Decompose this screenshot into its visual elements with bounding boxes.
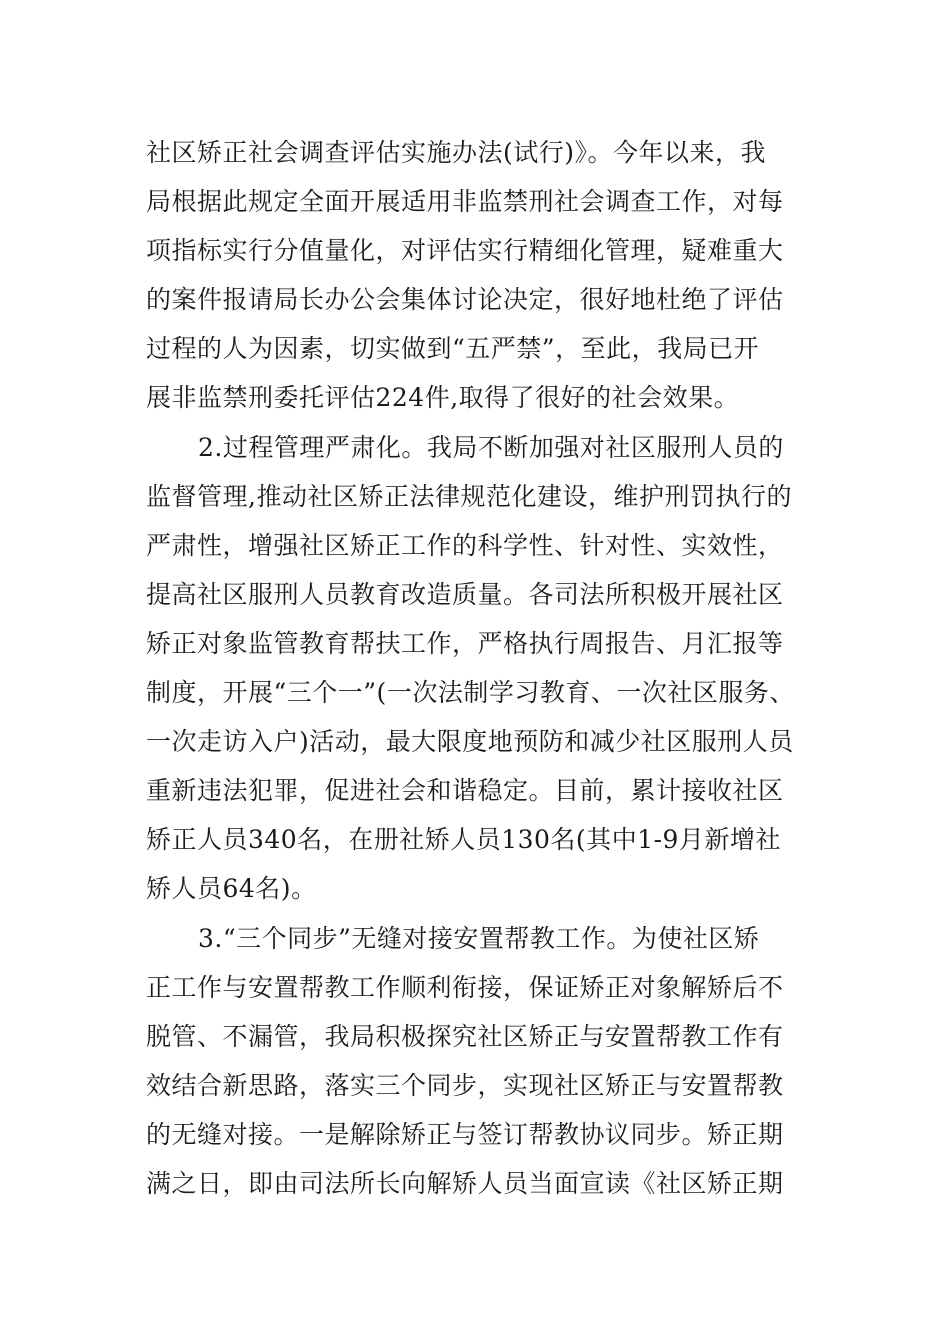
document-body [146, 128, 836, 1208]
text-line: 脱管、不漏管，我局积极探究社区矫正与安置帮教工作有 [146, 1021, 784, 1051]
text-line: 展非监禁刑委托评估224件,取得了很好的社会效果。 [146, 383, 740, 413]
text-line: 重新违法犯罪，促进社会和谐稳定。目前，累计接收社区 [146, 776, 784, 806]
text-line: 矫人员64名)。 [146, 874, 317, 904]
text-line: 项指标实行分值量化，对评估实行精细化管理，疑难重大 [146, 236, 784, 266]
paragraph-first-line: 2.过程管理严肃化。我局不断加强对社区服刑人员的 [198, 432, 784, 462]
paragraph-first-line: 3.“三个同步”无缝对接安置帮教工作。为使社区矫 [198, 923, 760, 953]
text-line: 制度，开展“三个一”(一次法制学习教育、一次社区服务、 [146, 678, 795, 708]
text-line: 矫正对象监管教育帮扶工作，严格执行周报告、月汇报等 [146, 628, 784, 658]
text-line: 矫正人员340名，在册社矫人员130名(其中1-9月新增社 [146, 825, 781, 855]
text-line: 的无缝对接。一是解除矫正与签订帮教协议同步。矫正期 [146, 1119, 784, 1149]
text-line: 满之日，即由司法所长向解矫人员当面宣读《社区矫正期 [146, 1168, 784, 1198]
text-line: 监督管理,推动社区矫正法律规范化建设，维护刑罚执行的 [146, 481, 792, 511]
text-line: 的案件报请局长办公会集体讨论决定，很好地杜绝了评估 [146, 285, 784, 315]
text-line: 过程的人为因素，切实做到“五严禁”，至此，我局已开 [146, 334, 760, 364]
text-line: 正工作与安置帮教工作顺利衔接，保证矫正对象解矫后不 [146, 972, 784, 1002]
text-line: 局根据此规定全面开展适用非监禁刑社会调查工作，对每 [146, 187, 784, 217]
text-line: 提高社区服刑人员教育改造质量。各司法所积极开展社区 [146, 579, 784, 609]
text-line: 严肃性，增强社区矫正工作的科学性、针对性、实效性， [146, 530, 784, 560]
text-line: 社区矫正社会调查评估实施办法(试行)》。今年以来，我 [146, 138, 767, 167]
text-line: 一次走访入户)活动，最大限度地预防和减少社区服刑人员 [146, 727, 794, 757]
text-line: 效结合新思路，落实三个同步，实现社区矫正与安置帮教 [146, 1070, 784, 1100]
